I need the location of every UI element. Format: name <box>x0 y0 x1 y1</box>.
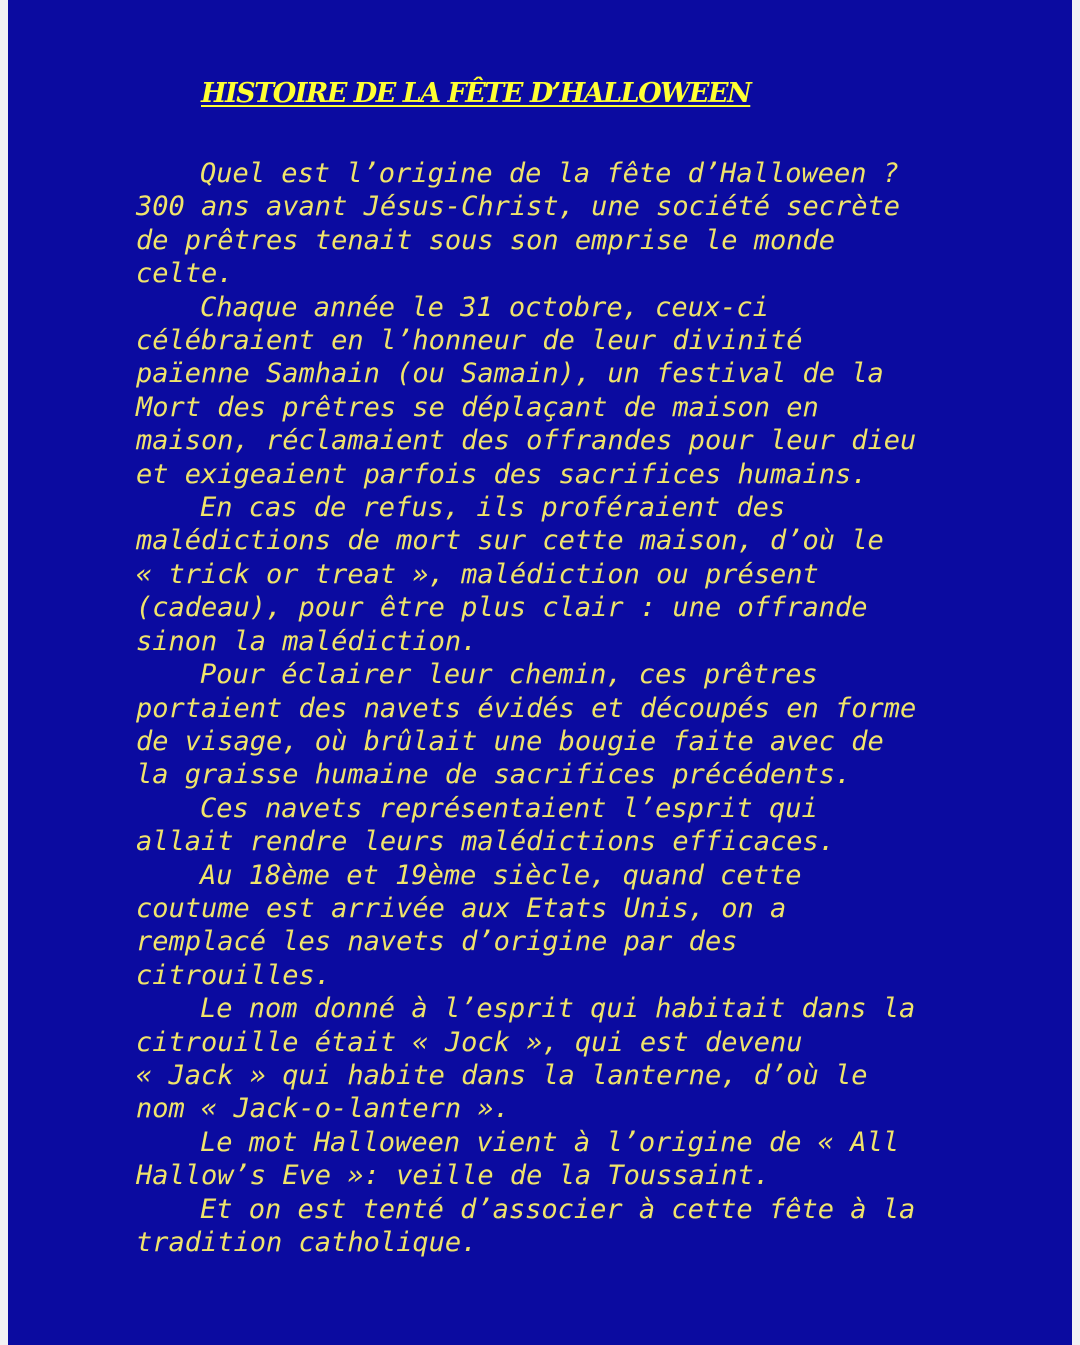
paragraph-origin: Quel est l’origine de la fête d’Halloween ? 300 ans avant Jésus-Christ, une société secrète de prêtres tenait sous son emprise le monde celte. <box>136 158 901 290</box>
document-body <box>136 157 956 1259</box>
document-title: HISTOIRE DE LA FÊTE D’HALLOWEEN <box>201 78 751 109</box>
paragraph-turnips: Pour éclairer leur chemin, ces prêtres portaient des navets évidés et découpés en forme de visage, où brûlait une bougie faite avec de la graisse humaine de sacrifices précédents. <box>136 659 917 791</box>
paragraph-samhain: Chaque année le 31 octobre, ceux-ci célébraient en l’honneur de leur divinité païenne Samhain (ou Samain), un festival de la Mort des prêtres se déplaçant de maison en maison, réclamaient des offrandes pour leur dieu et exigeaient parfois des sacrifices humains. <box>136 291 917 490</box>
paragraph-spirit: Ces navets représentaient l’esprit qui allait rendre leurs malédictions efficaces. <box>136 792 835 858</box>
paragraph-jack-o-lantern: Le nom donné à l’esprit qui habitait dans la citrouille était « Jock », qui est devenu « Jack » qui habite dans la lanterne, d’où le nom « Jack-o-lantern ». <box>136 993 916 1125</box>
paragraph-all-hallows-eve: Le mot Halloween vient à l’origine de « All Hallow’s Eve »: veille de la Toussaint. <box>136 1126 899 1192</box>
document-page <box>8 0 1072 1345</box>
paragraph-trick-or-treat: En cas de refus, ils proféraient des malédictions de mort sur cette maison, d’où le « trick or treat », malédiction ou présent (cadeau), pour être plus clair : une offrande sinon la malédiction. <box>136 492 884 657</box>
paragraph-catholic-tradition: Et on est tenté d’associer à cette fête à la tradition catholique. <box>136 1193 916 1258</box>
paragraph-pumpkins: Au 18ème et 19ème siècle, quand cette coutume est arrivée aux Etats Unis, on a remplacé les navets d’origine par des citrouilles. <box>136 859 802 991</box>
